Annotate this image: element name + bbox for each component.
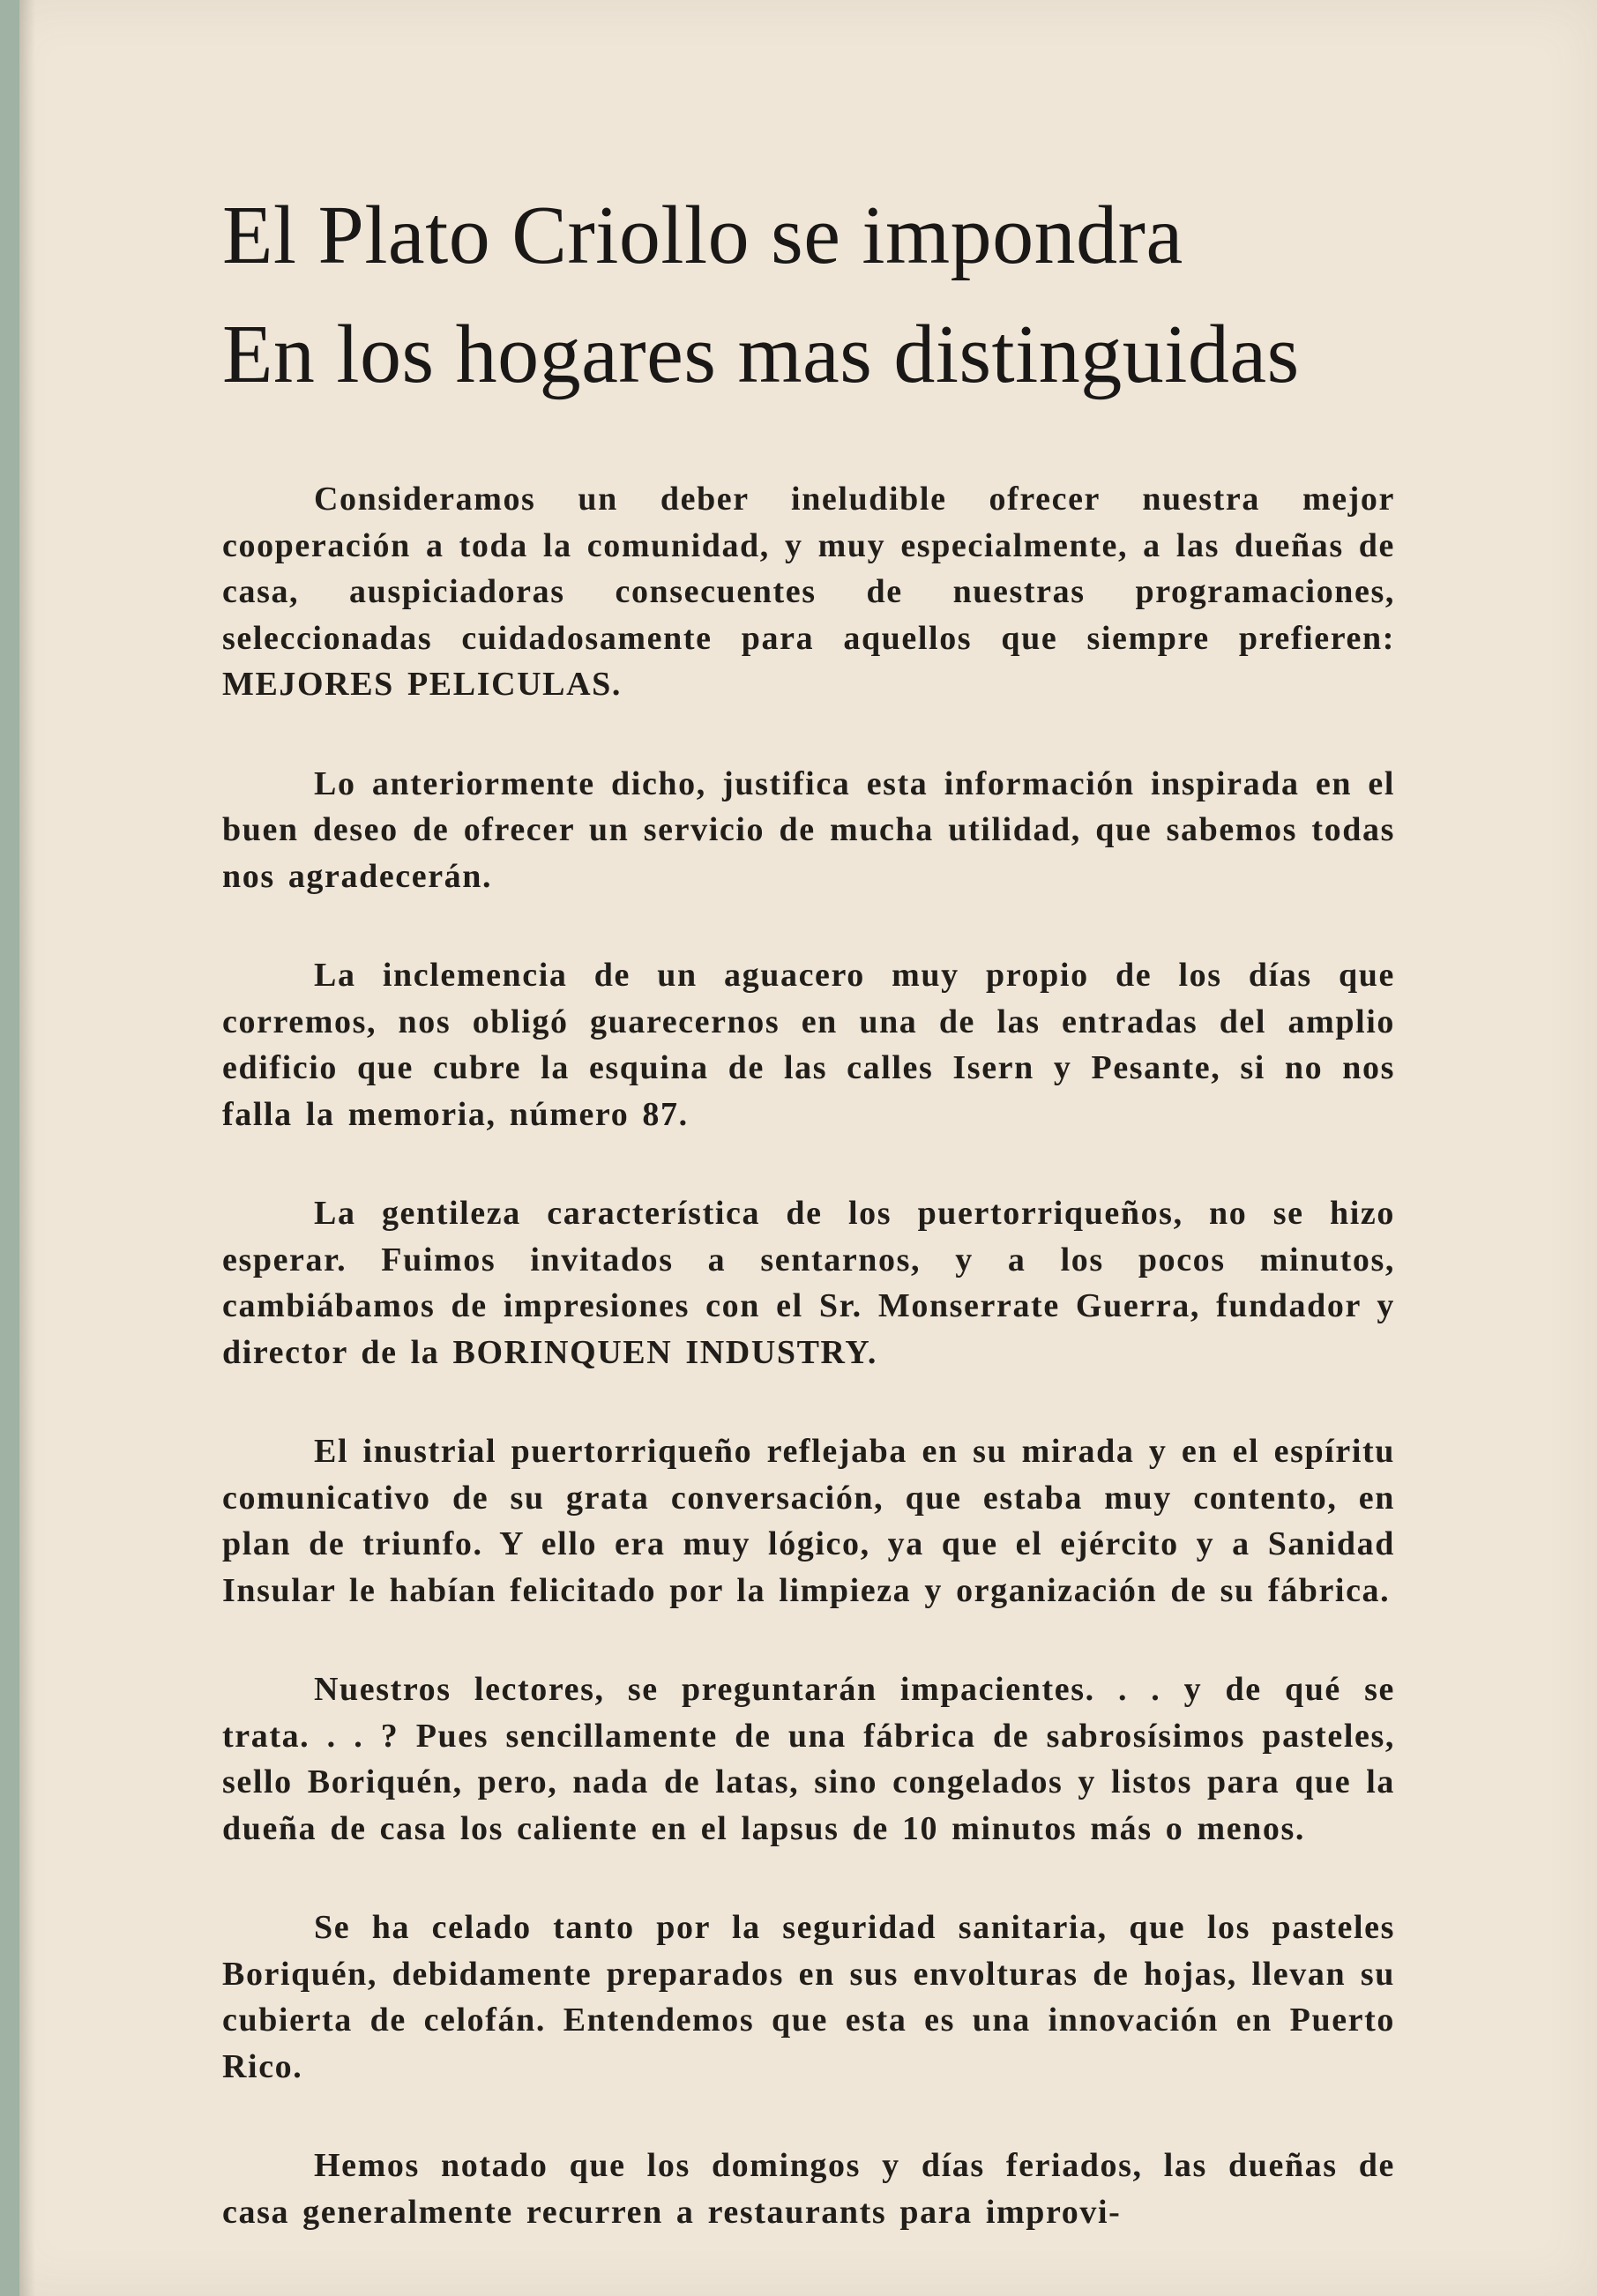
binding-edge (0, 0, 19, 2296)
paragraph-2: Lo anteriormente dicho, justifica esta información inspirada en el buen deseo de ofrecer un servicio de mucha utilidad, que sabemos todas nos agradecerán. (222, 764, 1395, 895)
paragraph-5: El inustrial puertorriqueño reflejaba en su mirada y en el espíritu comunicativo de su grata conversación, que estaba muy contento, en plan de triunfo. Y ello era muy lógico, ya que el ejército y a Sanidad Insular le habían felicitado por la limpieza y organización de su fábrica. (222, 1433, 1395, 1609)
article (222, 176, 1395, 2288)
headline-spacer (222, 414, 1395, 476)
paragraph-7: Se ha celado tanto por la seguridad sanitaria, que los pasteles Boriquén, debidamente preparados en sus envolturas de hojas, llevan su cubierta de celofán. Entendemos que esta es una innovación en Puerto Rico. (222, 1909, 1395, 2085)
headline-line-1: El Plato Criollo se impondra (222, 190, 1183, 281)
headline-line-2: En los hogares mas distinguidas (222, 309, 1300, 400)
paragraph-3: La inclemencia de un aguacero muy propio de los días que corremos, nos obligó guarecernos en una de las entradas del amplio edificio que cubre la esquina de las calles Isern y Pesante, si no nos falla la memoria, número 87. (222, 957, 1395, 1133)
binding-shadow (19, 0, 35, 2296)
paragraph-1: Consideramos un deber ineludible ofrecer nuestra mejor cooperación a toda la comunidad, y muy especialmente, a las dueñas de casa, auspiciadoras consecuentes de nuestras programaciones, seleccionadas cuidadosamente para aquellos que siempre prefieren: MEJORES PELICULAS. (222, 481, 1395, 703)
paragraph-4: La gentileza característica de los puertorriqueños, no se hizo esperar. Fuimos invitados a sentarnos, y a los pocos minutos, cambiábamos de impresiones con el Sr. Monserrate Guerra, fundador y director de la BORINQUEN INDUSTRY. (222, 1195, 1395, 1371)
paragraph-6: Nuestros lectores, se preguntarán impacientes. . . y de qué se trata. . . ? Pues sencillamente de una fábrica de sabrosísimos pasteles, sello Boriquén, pero, nada de latas, sino congelados y listos para que la dueña de casa los caliente en el lapsus de 10 minutos más o menos. (222, 1671, 1395, 1847)
paragraph-8: Hemos notado que los domingos y días feriados, las dueñas de casa generalmente recurren a restaurants para improvi- (222, 2147, 1395, 2231)
